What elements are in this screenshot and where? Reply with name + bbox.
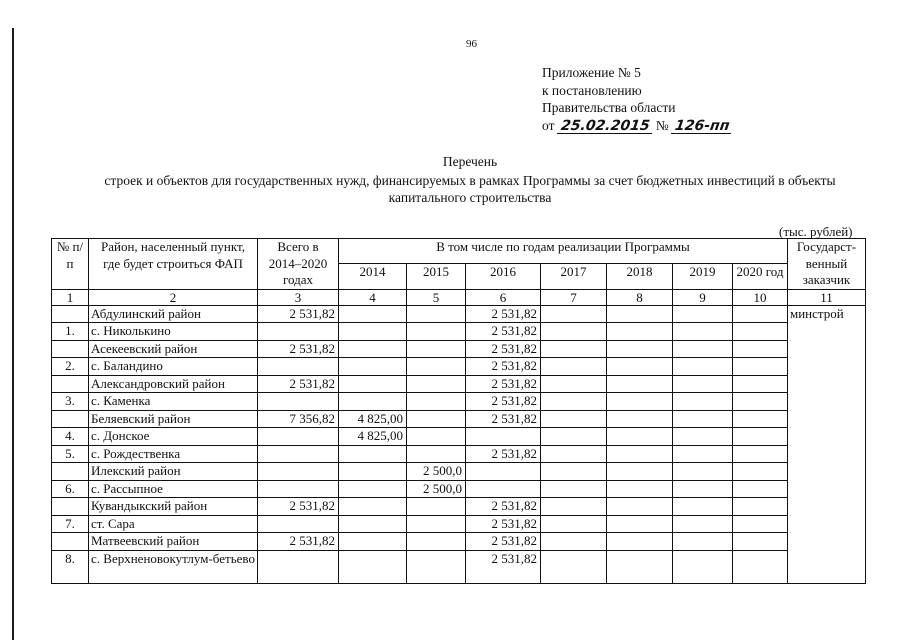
units-label: (тыс. рублей) — [779, 224, 853, 239]
row-year-2017 — [541, 498, 607, 516]
row-year-2019 — [673, 498, 733, 516]
row-year-2015: 2 500,0 — [407, 480, 466, 498]
table-body — [52, 305, 866, 583]
page-number: 96 — [466, 38, 477, 50]
row-district: Беляевский район — [89, 410, 258, 428]
row-total: 2 531,82 — [258, 305, 339, 323]
customer-cell: минстрой — [788, 305, 866, 583]
row-year-2018 — [607, 515, 673, 533]
column-number: 6 — [466, 289, 541, 305]
row-number: 4. — [52, 428, 89, 446]
header-year-2015: 2015 — [407, 264, 466, 289]
row-year-2020 — [733, 410, 788, 428]
row-year-2017 — [541, 305, 607, 323]
table-row — [52, 463, 866, 481]
row-year-2016: 2 531,82 — [466, 375, 541, 393]
row-year-2018 — [607, 340, 673, 358]
row-year-2016: 2 531,82 — [466, 445, 541, 463]
row-year-2017 — [541, 445, 607, 463]
table-row — [52, 498, 866, 516]
row-total — [258, 480, 339, 498]
row-year-2019 — [673, 323, 733, 341]
table-row — [52, 550, 866, 583]
row-year-2016: 2 531,82 — [466, 498, 541, 516]
row-number: 8. — [52, 550, 89, 583]
row-number: 3. — [52, 393, 89, 411]
row-year-2014 — [339, 393, 407, 411]
row-year-2015 — [407, 533, 466, 551]
scan-edge-line — [12, 28, 14, 640]
row-year-2014 — [339, 463, 407, 481]
row-year-2018 — [607, 358, 673, 376]
row-year-2020 — [733, 445, 788, 463]
table-row — [52, 358, 866, 376]
row-year-2014: 4 825,00 — [339, 428, 407, 446]
row-year-2015 — [407, 515, 466, 533]
row-year-2017 — [541, 393, 607, 411]
row-number: 1. — [52, 323, 89, 341]
row-year-2018 — [607, 323, 673, 341]
row-year-2017 — [541, 358, 607, 376]
row-number — [52, 533, 89, 551]
row-total: 2 531,82 — [258, 533, 339, 551]
row-year-2020 — [733, 428, 788, 446]
appendix-line-1: Приложение № 5 — [542, 65, 641, 80]
appendix-line-3: Правительства области — [542, 100, 676, 115]
table-row — [52, 305, 866, 323]
row-year-2018 — [607, 375, 673, 393]
row-year-2014 — [339, 445, 407, 463]
row-number: 5. — [52, 445, 89, 463]
row-total: 7 356,82 — [258, 410, 339, 428]
row-year-2015 — [407, 358, 466, 376]
document-title: Перечень — [442, 154, 498, 169]
row-year-2019 — [673, 533, 733, 551]
row-year-2015 — [407, 323, 466, 341]
row-year-2019 — [673, 550, 733, 583]
row-year-2020 — [733, 463, 788, 481]
row-district: Илекский район — [89, 463, 258, 481]
number-label: № — [655, 117, 669, 133]
from-label: от — [542, 117, 555, 133]
table-row — [52, 393, 866, 411]
row-year-2017 — [541, 550, 607, 583]
row-year-2017 — [541, 340, 607, 358]
row-year-2014 — [339, 550, 407, 583]
row-year-2020 — [733, 323, 788, 341]
row-year-2019 — [673, 410, 733, 428]
table-row — [52, 533, 866, 551]
row-year-2014 — [339, 305, 407, 323]
row-year-2018 — [607, 428, 673, 446]
row-year-2016 — [466, 428, 541, 446]
row-number — [52, 498, 89, 516]
document-subtitle-line-1: строек и объектов для государственных нужд, финансируемых в рамках Программы за счет бюджетных инвестиций в объекты — [104, 173, 836, 188]
row-year-2018 — [607, 410, 673, 428]
row-year-2018 — [607, 480, 673, 498]
row-district: с. Рождественка — [89, 445, 258, 463]
row-year-2015 — [407, 550, 466, 583]
row-number: 2. — [52, 358, 89, 376]
row-year-2015 — [407, 305, 466, 323]
row-total — [258, 515, 339, 533]
row-year-2014 — [339, 375, 407, 393]
row-year-2020 — [733, 305, 788, 323]
row-year-2020 — [733, 375, 788, 393]
row-total — [258, 445, 339, 463]
row-district: Матвеевский район — [89, 533, 258, 551]
row-year-2017 — [541, 463, 607, 481]
row-total: 2 531,82 — [258, 340, 339, 358]
row-year-2019 — [673, 358, 733, 376]
row-year-2019 — [673, 480, 733, 498]
document-subtitle-line-2: капитального строительства — [388, 190, 552, 205]
row-year-2018 — [607, 305, 673, 323]
row-year-2019 — [673, 515, 733, 533]
row-year-2015 — [407, 498, 466, 516]
row-year-2016: 2 531,82 — [466, 550, 541, 583]
row-total — [258, 358, 339, 376]
row-year-2020 — [733, 515, 788, 533]
header-by-years: В том числе по годам реализации Программы — [339, 239, 788, 264]
row-year-2014 — [339, 515, 407, 533]
header-year-2020: 2020 год — [733, 264, 788, 289]
row-year-2016: 2 531,82 — [466, 393, 541, 411]
row-year-2015: 2 500,0 — [407, 463, 466, 481]
column-number: 10 — [733, 289, 788, 305]
column-number: 8 — [607, 289, 673, 305]
table-row — [52, 340, 866, 358]
row-year-2017 — [541, 515, 607, 533]
row-year-2016 — [466, 480, 541, 498]
table-row — [52, 480, 866, 498]
handwritten-number: 126-пп — [671, 119, 733, 134]
header-customer: Государст-венный заказчик — [788, 239, 866, 290]
row-total: 2 531,82 — [258, 498, 339, 516]
row-year-2018 — [607, 498, 673, 516]
row-total — [258, 428, 339, 446]
row-year-2014 — [339, 498, 407, 516]
row-year-2019 — [673, 340, 733, 358]
table-row — [52, 375, 866, 393]
row-year-2016: 2 531,82 — [466, 410, 541, 428]
row-district: с. Каменка — [89, 393, 258, 411]
row-district: с. Николькино — [89, 323, 258, 341]
appendix-line-2: к постановлению — [542, 82, 642, 98]
row-year-2015 — [407, 375, 466, 393]
row-district: с. Верхненовокутлум-бетьево — [89, 550, 258, 583]
row-year-2018 — [607, 550, 673, 583]
row-year-2016: 2 531,82 — [466, 358, 541, 376]
row-year-2014: 4 825,00 — [339, 410, 407, 428]
row-year-2018 — [607, 393, 673, 411]
row-year-2019 — [673, 428, 733, 446]
header-total: Всего в 2014–2020 годах — [258, 239, 339, 290]
table-row — [52, 428, 866, 446]
handwritten-date: 25.02.2015 — [557, 119, 654, 134]
row-number — [52, 305, 89, 323]
row-total: 2 531,82 — [258, 375, 339, 393]
row-year-2017 — [541, 410, 607, 428]
appendix-line-4 — [542, 117, 732, 135]
appendix-block — [542, 64, 732, 134]
row-year-2017 — [541, 480, 607, 498]
row-number — [52, 375, 89, 393]
row-year-2019 — [673, 463, 733, 481]
row-year-2018 — [607, 463, 673, 481]
row-district: с. Рассыпное — [89, 480, 258, 498]
column-number: 9 — [673, 289, 733, 305]
row-year-2016: 2 531,82 — [466, 323, 541, 341]
row-year-2019 — [673, 305, 733, 323]
row-year-2014 — [339, 323, 407, 341]
row-year-2016: 2 531,82 — [466, 515, 541, 533]
row-year-2016: 2 531,82 — [466, 305, 541, 323]
row-total — [258, 463, 339, 481]
column-number: 3 — [258, 289, 339, 305]
row-year-2019 — [673, 445, 733, 463]
row-year-2020 — [733, 358, 788, 376]
table-row — [52, 323, 866, 341]
column-number: 2 — [89, 289, 258, 305]
row-number — [52, 410, 89, 428]
header-year-2016: 2016 — [466, 264, 541, 289]
row-year-2019 — [673, 393, 733, 411]
row-total — [258, 393, 339, 411]
row-year-2015 — [407, 410, 466, 428]
row-year-2014 — [339, 358, 407, 376]
row-number: 6. — [52, 480, 89, 498]
row-year-2019 — [673, 375, 733, 393]
row-district: с. Баландино — [89, 358, 258, 376]
row-year-2016: 2 531,82 — [466, 533, 541, 551]
row-year-2014 — [339, 533, 407, 551]
row-district: Александровский район — [89, 375, 258, 393]
header-year-2017: 2017 — [541, 264, 607, 289]
row-year-2015 — [407, 428, 466, 446]
row-number — [52, 340, 89, 358]
row-year-2020 — [733, 533, 788, 551]
header-district: Район, населенный пункт, где будет строиться ФАП — [89, 239, 258, 290]
column-number: 11 — [788, 289, 866, 305]
header-num: № п/п — [52, 239, 89, 290]
row-total — [258, 550, 339, 583]
column-number: 1 — [52, 289, 89, 305]
row-district: с. Донское — [89, 428, 258, 446]
row-year-2018 — [607, 533, 673, 551]
header-year-2014: 2014 — [339, 264, 407, 289]
row-district: Асекеевский район — [89, 340, 258, 358]
row-number — [52, 463, 89, 481]
row-year-2014 — [339, 480, 407, 498]
row-district: Абдулинский район — [89, 305, 258, 323]
objects-table — [51, 238, 866, 584]
column-number: 5 — [407, 289, 466, 305]
row-year-2017 — [541, 428, 607, 446]
column-number: 7 — [541, 289, 607, 305]
row-year-2016: 2 531,82 — [466, 340, 541, 358]
table-row — [52, 445, 866, 463]
header-year-2018: 2018 — [607, 264, 673, 289]
row-year-2015 — [407, 340, 466, 358]
row-year-2020 — [733, 550, 788, 583]
row-district: ст. Сара — [89, 515, 258, 533]
row-year-2020 — [733, 498, 788, 516]
row-total — [258, 323, 339, 341]
header-year-2019: 2019 — [673, 264, 733, 289]
row-district: Кувандыкский район — [89, 498, 258, 516]
column-numbers-row — [52, 289, 866, 305]
row-year-2014 — [339, 340, 407, 358]
row-year-2015 — [407, 393, 466, 411]
row-year-2017 — [541, 533, 607, 551]
row-year-2015 — [407, 445, 466, 463]
row-number: 7. — [52, 515, 89, 533]
table-row — [52, 515, 866, 533]
table-row — [52, 410, 866, 428]
row-year-2016 — [466, 463, 541, 481]
row-year-2020 — [733, 340, 788, 358]
row-year-2017 — [541, 323, 607, 341]
row-year-2018 — [607, 445, 673, 463]
column-number: 4 — [339, 289, 407, 305]
row-year-2017 — [541, 375, 607, 393]
row-year-2020 — [733, 480, 788, 498]
row-year-2020 — [733, 393, 788, 411]
